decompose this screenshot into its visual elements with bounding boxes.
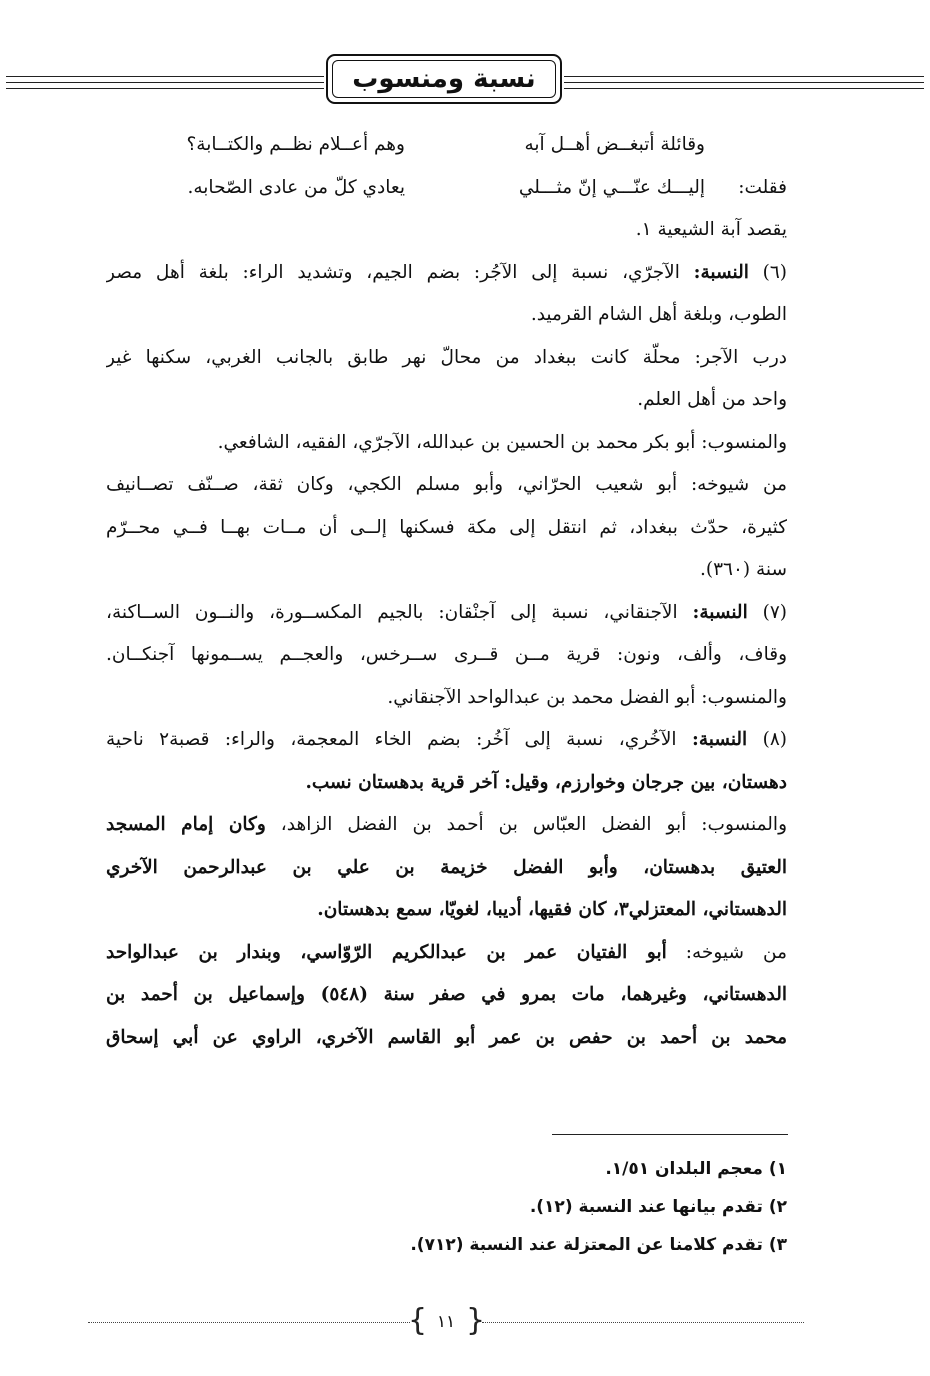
text-line-mixed: من شيوخه: أبو الفتيان عمر بن عبدالكريم الرّوّاسي، وبندار بن عبدالواحد [106,941,787,963]
verse-hemistich-right: وقائلة أتبغــض أهــل آبه [524,134,705,155]
page-number-rule [482,1322,804,1323]
header-rule [6,88,324,89]
header-rule [6,76,324,77]
entry-7-line: (٧) النسبة: الآجنقاني، نسبة إلى آجنْقان: بالجيم المكســورة، والنــون الســاكنة، [106,601,787,623]
header-title-box [326,54,562,104]
verse-line-1 [106,124,787,167]
brace-left-icon: { [408,1303,428,1338]
page-title: نسبة ومنسوب [352,64,536,94]
entry-label: النسبة: [692,601,748,623]
text-line: وقاف، وألف، ونون: قرية مــن قــرى ســرخس، والعجــم يســمونها آجنكــان. [106,644,787,665]
header-rule [6,82,324,83]
text-line: يقصد آبة الشيعية ١. [635,219,787,240]
footnotes [300,1150,787,1264]
text-line: والمنسوب: أبو بكر محمد بن الحسين بن عبدالله، الآجرّي، الفقيه، الشافعي. [217,431,787,453]
entry-8-line: (٨) النسبة: الآخُري، نسبة إلى آخُر: بضم الخاء المعجمة، والراء: قصبة٢ ناحية [106,729,787,750]
page-number: ١١ [436,1312,456,1332]
text-line: من شيوخه: أبو شعيب الحرّاني، وأبو مسلم الكجي، وكان ثقة، صــنّف تصــانيف [106,474,787,495]
text-line: سنة (٣٦٠). [699,559,787,580]
page-number-rule [88,1322,410,1323]
header-rule [564,88,924,89]
header-rule [564,76,924,77]
entry-label: النسبة: [691,729,748,750]
text-line: الطوب، وبلغة أهل الشام القرميد. [530,304,787,325]
text-line-bold: دهستان، بين جرجان وخوارزم، وقيل: آخر قرية بدهستان نسب. [305,771,787,793]
verse-hemistich-right: إليـــك عنّـــي إنّ مثـــلي [518,176,705,198]
verse-hemistich-left: وهم أعــلام نظــم والكتــابة؟ [186,134,405,155]
text-line: واحد من أهل العلم. [637,389,787,410]
text-line-bold: العتيق بدهستان، وأبو الفضل خزيمة بن علي بن عبدالرحمن الآخري [106,856,787,878]
text-line-bold: الدهستاني، وغيرهما، مات بمرو في صفر سنة (٥٤٨) وإسماعيل بن أحمد بن [106,984,787,1005]
text-line-bold: الدهستاني، المعتزلي٣، كان فقيها، أديبا، لغويّا، سمع بدهستان. [317,899,787,920]
entry-6-line: (٦) النسبة: الآجرّي، نسبة إلى الآجُر: بضم الجيم، وتشديد الراء: بلغة أهل مصر [106,261,787,283]
main-text [106,124,787,1059]
text-line: كثيرة، حدّث ببغداد، ثم انتقل إلى مكة فسكنها إلــى أن مــات بهــا فــي محــرّم [106,516,787,538]
text-line: درب الآجر: محلّة كانت ببغداد من محالّ نهر طابق بالجانب الغربي، سكنها غير [106,346,787,368]
text-line-mixed: والمنسوب: أبو الفضل العبّاس بن أحمد بن الفضل الزاهد، وكان إمام المسجد [106,814,787,835]
verse-hemistich-left: يعادي كلّ من عادى الصّحابه. [187,176,405,198]
entry-label: النسبة: [693,261,749,283]
header-rule [564,82,924,83]
verse-line-2 [106,167,787,210]
brace-right-icon: } [466,1303,486,1338]
text-line-bold: محمد بن أحمد بن حفص بن عمر أبو القاسم الآخري، الراوي عن أبي إسحاق [106,1026,787,1048]
footnote: ٢) تقدم بيانها عند النسبة (١٢). [529,1197,787,1217]
verse-lead: فقلت: [738,176,787,198]
text-line: والمنسوب: أبو الفضل محمد بن عبدالواحد الآجنقاني. [387,686,787,708]
footnote: ١) معجم البلدان ١/٥١. [605,1159,787,1179]
footnote-divider [552,1134,788,1135]
footnote: ٣) تقدم كلامنا عن المعتزلة عند النسبة (٧١٢). [410,1235,787,1255]
